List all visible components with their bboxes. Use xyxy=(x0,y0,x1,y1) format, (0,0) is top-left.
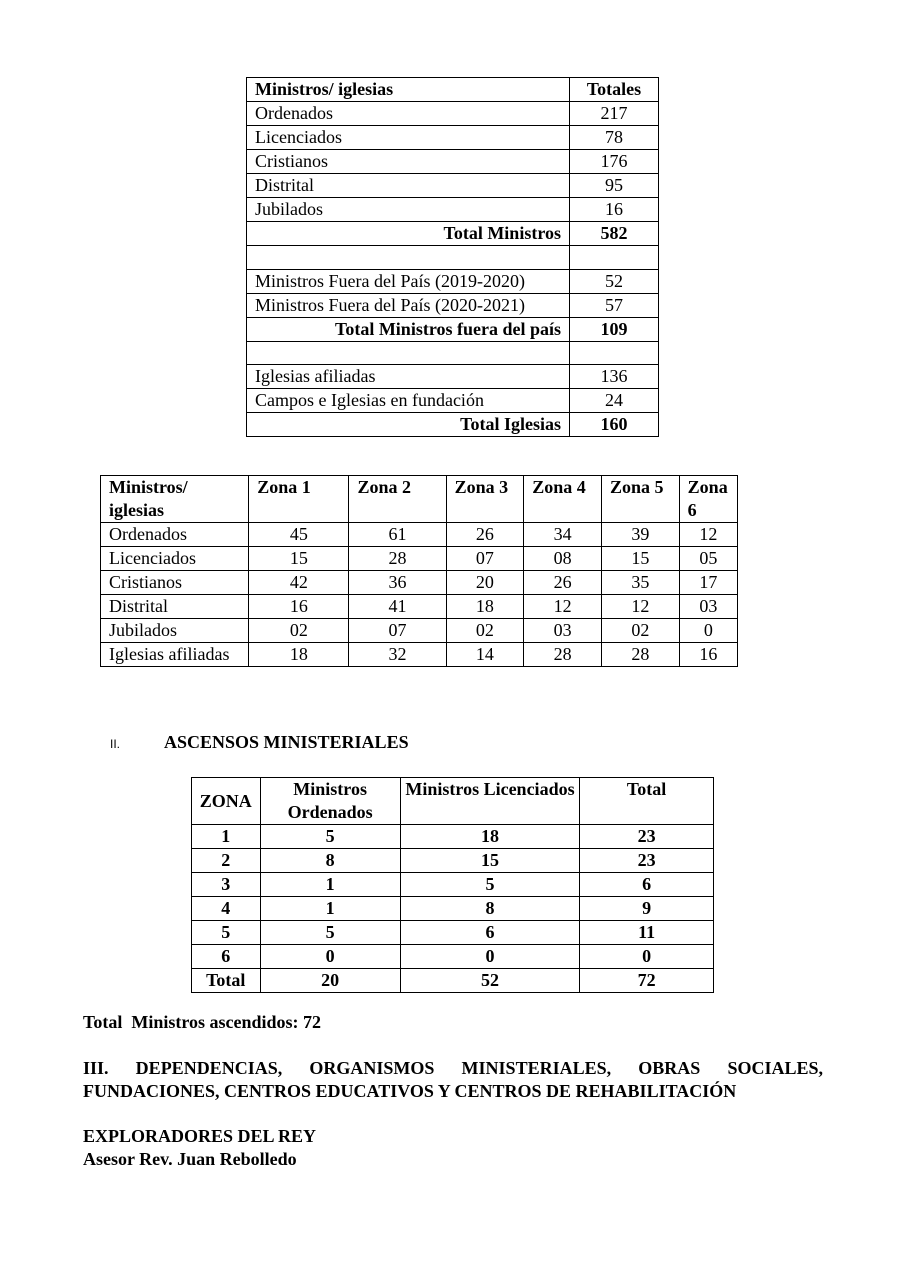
zone-value: 36 xyxy=(349,571,446,595)
zone-value: 18 xyxy=(446,595,524,619)
row-label: Iglesias afiliadas xyxy=(247,365,570,389)
table-row xyxy=(247,150,659,174)
table-row xyxy=(247,293,659,317)
ordained-cell: 20 xyxy=(260,969,400,993)
zone-value: 18 xyxy=(249,643,349,667)
table-row xyxy=(192,849,714,873)
licensed-cell: 5 xyxy=(400,873,579,897)
ministers-totals-table xyxy=(246,77,659,437)
table-row xyxy=(247,198,659,222)
header-ordained: Ministros Ordenados xyxy=(260,778,400,825)
zone-value: 02 xyxy=(249,619,349,643)
zone-value: 05 xyxy=(679,547,737,571)
header-licensed: Ministros Licenciados xyxy=(400,778,579,825)
table-row xyxy=(247,174,659,198)
header-totals: Totales xyxy=(570,78,659,102)
zone-value: 03 xyxy=(524,619,602,643)
table-header-row xyxy=(192,778,714,825)
table-row xyxy=(247,389,659,413)
table-row xyxy=(101,547,738,571)
table-row xyxy=(101,595,738,619)
empty-row xyxy=(247,246,659,270)
total-churches-value: 160 xyxy=(570,413,659,437)
promotions-table xyxy=(191,777,714,993)
zone-value: 35 xyxy=(601,571,679,595)
ordained-cell: 8 xyxy=(260,849,400,873)
row-label: Ministros Fuera del País (2019-2020) xyxy=(247,269,570,293)
zone-value: 32 xyxy=(349,643,446,667)
row-value: 176 xyxy=(570,150,659,174)
zone-value: 34 xyxy=(524,523,602,547)
row-label: Cristianos xyxy=(247,150,570,174)
zone-value: 07 xyxy=(349,619,446,643)
zone-value: 12 xyxy=(524,595,602,619)
table-row xyxy=(101,643,738,667)
section-number: II. xyxy=(110,737,121,751)
row-value: 136 xyxy=(570,365,659,389)
zone-value: 28 xyxy=(524,643,602,667)
zone-value: 15 xyxy=(601,547,679,571)
row-value: 52 xyxy=(570,269,659,293)
zone-value: 07 xyxy=(446,547,524,571)
row-label: Cristianos xyxy=(101,571,249,595)
table-header-row xyxy=(247,78,659,102)
zone-value: 0 xyxy=(679,619,737,643)
table-row xyxy=(192,873,714,897)
zone-value: 28 xyxy=(349,547,446,571)
total-cell: 72 xyxy=(580,969,714,993)
header-zone-3: Zona 3 xyxy=(446,476,524,523)
zone-cell: 2 xyxy=(192,849,261,873)
total-churches-row xyxy=(247,413,659,437)
zone-value: 12 xyxy=(679,523,737,547)
section-3-line-2: FUNDACIONES, CENTROS EDUCATIVOS Y CENTROS DE REHABILITACIÓN xyxy=(83,1081,737,1101)
table-row xyxy=(247,126,659,150)
table-row xyxy=(101,619,738,643)
zone-value: 12 xyxy=(601,595,679,619)
zone-value: 28 xyxy=(601,643,679,667)
total-ministers-label: Total Ministros xyxy=(247,222,570,246)
explorers-advisor: Asesor Rev. Juan Rebolledo xyxy=(83,1149,297,1169)
table-row xyxy=(101,523,738,547)
zone-value: 39 xyxy=(601,523,679,547)
zone-value: 03 xyxy=(679,595,737,619)
row-value: 57 xyxy=(570,293,659,317)
row-value: 217 xyxy=(570,102,659,126)
section-title: ASCENSOS MINISTERIALES xyxy=(164,732,409,752)
table-row xyxy=(101,571,738,595)
total-cell: 23 xyxy=(580,849,714,873)
table-header-row xyxy=(101,476,738,523)
table-row xyxy=(247,365,659,389)
total-ministers-value: 582 xyxy=(570,222,659,246)
licensed-cell: 6 xyxy=(400,921,579,945)
header-zone-5: Zona 5 xyxy=(601,476,679,523)
zone-value: 26 xyxy=(524,571,602,595)
row-label: Ordenados xyxy=(101,523,249,547)
total-churches-label: Total Iglesias xyxy=(247,413,570,437)
header-ministers-churches: Ministros/ iglesias xyxy=(101,476,249,523)
table-row xyxy=(192,825,714,849)
empty-cell xyxy=(247,246,570,270)
row-value: 95 xyxy=(570,174,659,198)
total-abroad-value: 109 xyxy=(570,317,659,341)
zone-value: 08 xyxy=(524,547,602,571)
total-abroad-label: Total Ministros fuera del país xyxy=(247,317,570,341)
zone-value: 45 xyxy=(249,523,349,547)
row-value: 78 xyxy=(570,126,659,150)
zone-value: 16 xyxy=(679,643,737,667)
ordained-cell: 1 xyxy=(260,897,400,921)
zone-value: 17 xyxy=(679,571,737,595)
row-label: Jubilados xyxy=(101,619,249,643)
explorers-title: EXPLORADORES DEL REY xyxy=(83,1126,317,1146)
zones-table xyxy=(100,475,738,667)
zone-cell: 4 xyxy=(192,897,261,921)
table-row xyxy=(192,921,714,945)
header-zone-2: Zona 2 xyxy=(349,476,446,523)
zone-cell: 3 xyxy=(192,873,261,897)
empty-cell xyxy=(570,246,659,270)
row-label: Distrital xyxy=(101,595,249,619)
row-value: 16 xyxy=(570,198,659,222)
total-row xyxy=(192,969,714,993)
zone-cell: 5 xyxy=(192,921,261,945)
table-row xyxy=(247,269,659,293)
total-cell: 23 xyxy=(580,825,714,849)
ordained-cell: 0 xyxy=(260,945,400,969)
licensed-cell: 52 xyxy=(400,969,579,993)
zone-value: 02 xyxy=(446,619,524,643)
licensed-cell: 0 xyxy=(400,945,579,969)
row-label: Ministros Fuera del País (2020-2021) xyxy=(247,293,570,317)
empty-cell xyxy=(247,341,570,365)
zone-cell: 6 xyxy=(192,945,261,969)
zone-value: 14 xyxy=(446,643,524,667)
ordained-cell: 1 xyxy=(260,873,400,897)
total-cell: 6 xyxy=(580,873,714,897)
zone-value: 16 xyxy=(249,595,349,619)
row-label: Licenciados xyxy=(101,547,249,571)
header-ministers-churches: Ministros/ iglesias xyxy=(247,78,570,102)
table-row xyxy=(192,897,714,921)
empty-row xyxy=(247,341,659,365)
zone-value: 15 xyxy=(249,547,349,571)
licensed-cell: 18 xyxy=(400,825,579,849)
zone-cell: Total xyxy=(192,969,261,993)
zone-value: 02 xyxy=(601,619,679,643)
ordained-cell: 5 xyxy=(260,825,400,849)
row-label: Iglesias afiliadas xyxy=(101,643,249,667)
header-zone-6: Zona 6 xyxy=(679,476,737,523)
licensed-cell: 8 xyxy=(400,897,579,921)
zone-value: 26 xyxy=(446,523,524,547)
table-row xyxy=(192,945,714,969)
zone-value: 41 xyxy=(349,595,446,619)
empty-cell xyxy=(570,341,659,365)
row-value: 24 xyxy=(570,389,659,413)
section-3-line-1: III. DEPENDENCIAS, ORGANISMOS MINISTERIALES, OBRAS SOCIALES, xyxy=(83,1058,823,1078)
table-row xyxy=(247,102,659,126)
zone-value: 42 xyxy=(249,571,349,595)
row-label: Ordenados xyxy=(247,102,570,126)
zone-value: 20 xyxy=(446,571,524,595)
row-label: Licenciados xyxy=(247,126,570,150)
zone-cell: 1 xyxy=(192,825,261,849)
row-label: Campos e Iglesias en fundación xyxy=(247,389,570,413)
total-cell: 0 xyxy=(580,945,714,969)
row-label: Distrital xyxy=(247,174,570,198)
total-ascended: Total Ministros ascendidos: 72 xyxy=(83,1012,322,1032)
header-zone-1: Zona 1 xyxy=(249,476,349,523)
total-ministers-row xyxy=(247,222,659,246)
licensed-cell: 15 xyxy=(400,849,579,873)
total-abroad-row xyxy=(247,317,659,341)
header-total: Total xyxy=(580,778,714,825)
total-cell: 9 xyxy=(580,897,714,921)
total-cell: 11 xyxy=(580,921,714,945)
ordained-cell: 5 xyxy=(260,921,400,945)
header-zone: ZONA xyxy=(192,778,261,825)
zone-value: 61 xyxy=(349,523,446,547)
header-zone-4: Zona 4 xyxy=(524,476,602,523)
row-label: Jubilados xyxy=(247,198,570,222)
section-3-heading xyxy=(83,1057,823,1103)
